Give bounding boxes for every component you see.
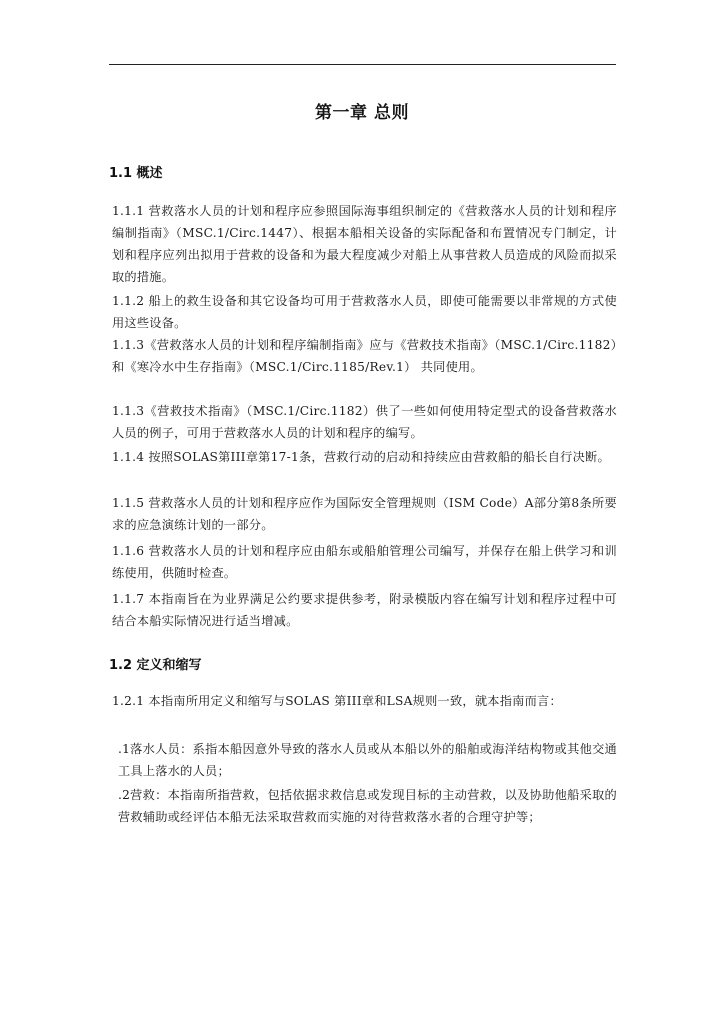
paragraph-1-1-3: 1.1.3《营救落水人员的计划和程序编制指南》应与《营救技术指南》（MSC.1/Circ.1182）和《寒冷水中生存指南》（MSC.1/Circ.1185/Rev.1） 共同使用。	[112, 338, 617, 374]
section-heading-1-1: 1.1 概述	[109, 166, 163, 181]
definition-item-1: .1落水人员：系指本船因意外导致的落水人员或从本船以外的船舶或海洋结构物或其他交通工具上落水的人员；	[118, 742, 617, 778]
paragraph-1-1-1: 1.1.1 营救落水人员的计划和程序应参照国际海事组织制定的《营救落水人员的计划和程序编制指南》（MSC.1/Circ.1447）、根据本船相关设备的实际配备和布置情况专门制定，计划和程序应列出拟用于营救的设备和为最大程度减少对船上从事营救人员造成的风险而拟采取的措施。	[112, 204, 617, 284]
paragraph-1-2-1: 1.2.1 本指南所用定义和缩写与SOLAS 第III章和LSA规则一致，就本指南而言：	[112, 694, 562, 708]
section-heading-1-2: 1.2 定义和缩写	[109, 658, 202, 673]
definition-item-2: .2营救：本指南所指营救，包括依据求救信息或发现目标的主动营救，以及协助他船采取的营救辅助或经评估本船无法采取营救而实施的对待营救落水者的合理守护等；	[118, 788, 617, 824]
paragraph-1-1-5: 1.1.5 营救落水人员的计划和程序应作为国际安全管理规则（ISM Code）A部分第8条所要求的应急演练计划的一部分。	[112, 496, 617, 532]
chapter-title: 第一章 总则	[315, 103, 409, 123]
paragraph-1-1-4: 1.1.4 按照SOLAS第III章第17-1条，营救行动的启动和持续应由营救船的船长自行决断。	[112, 450, 610, 464]
header-rule	[109, 64, 616, 65]
paragraph-1-1-6: 1.1.6 营救落水人员的计划和程序应由船东或船舶管理公司编写，并保存在船上供学习和训练使用，供随时检查。	[112, 544, 617, 580]
paragraph-1-1-3b: 1.1.3《营救技术指南》（MSC.1/Circ.1182）供了一些如何使用特定型式的设备营救落水人员的例子，可用于营救落水人员的计划和程序的编写。	[112, 404, 617, 440]
paragraph-1-1-7: 1.1.7 本指南旨在为业界满足公约要求提供参考，附录模版内容在编写计划和程序过程中可结合本船实际情况进行适当增减。	[112, 592, 617, 628]
paragraph-1-1-2: 1.1.2 船上的救生设备和其它设备均可用于营救落水人员，即使可能需要以非常规的方式使用这些设备。	[112, 294, 617, 330]
